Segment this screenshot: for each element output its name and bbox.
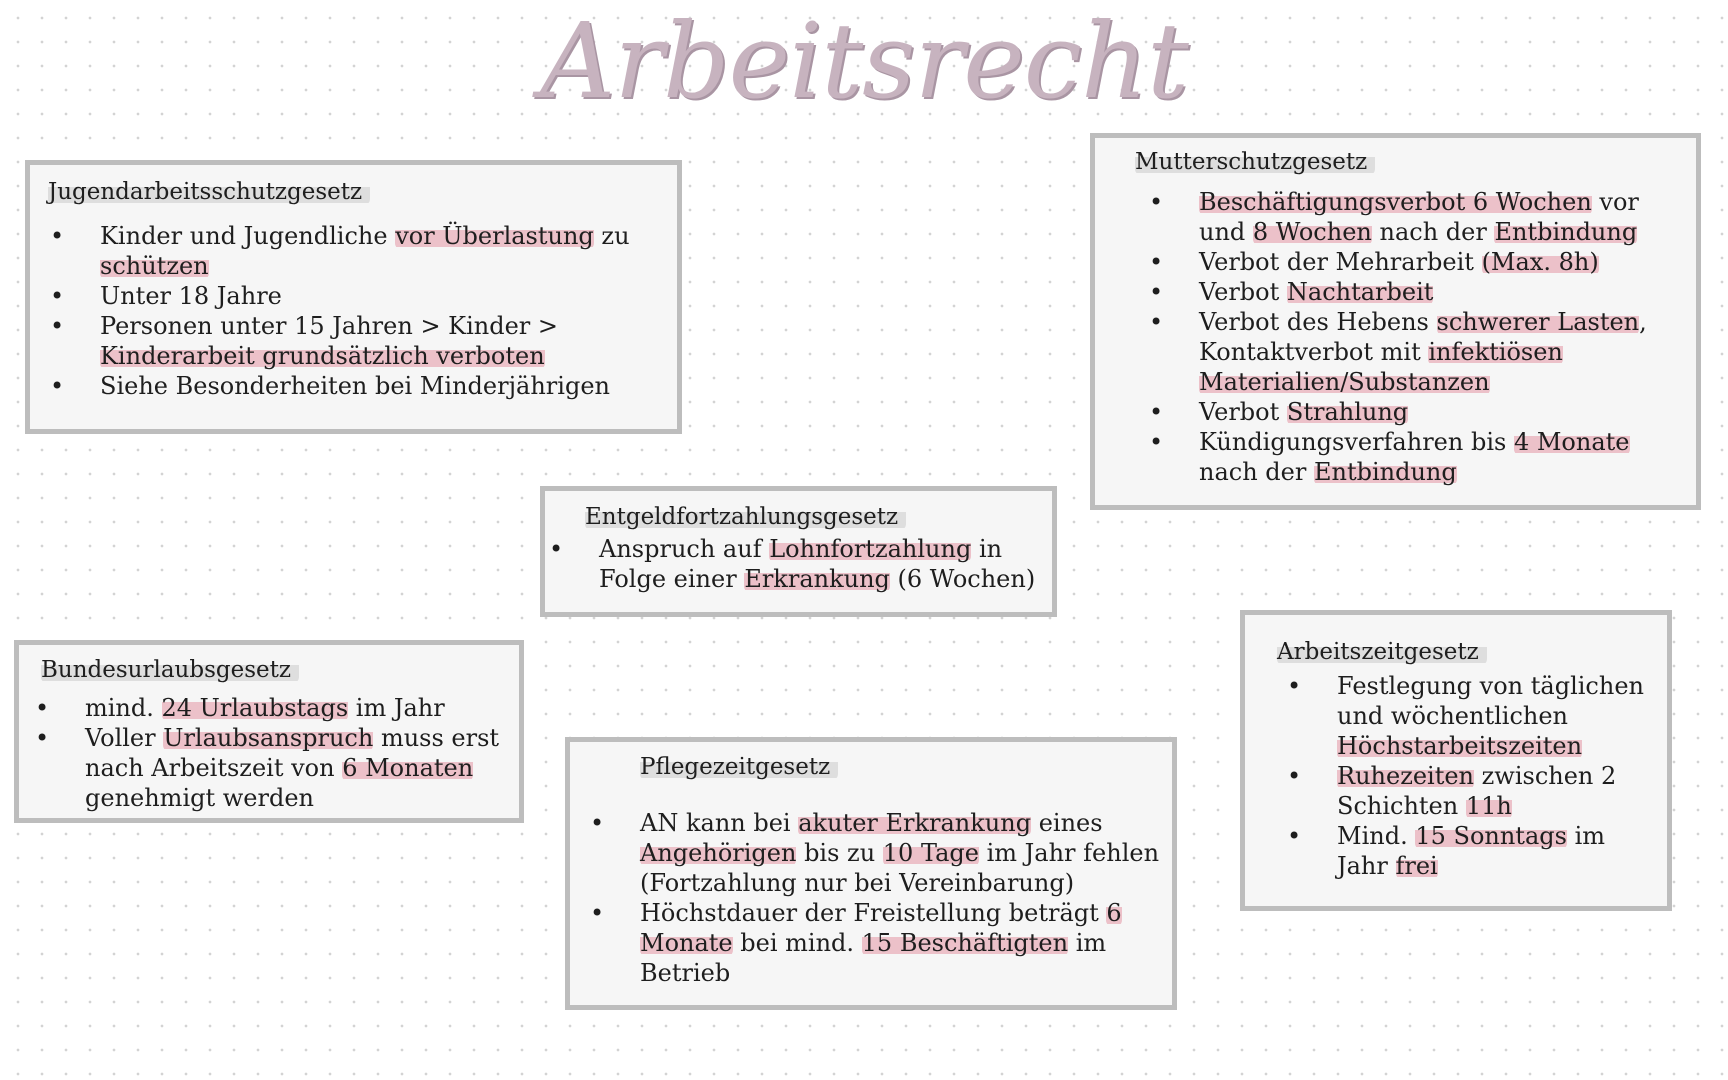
card-heading: Arbeitszeitgesetz xyxy=(1277,637,1657,667)
bullet-text: (6 Wochen) xyxy=(889,565,1036,593)
highlighted-text: Höchstarbeitszeiten xyxy=(1337,732,1583,760)
bullet-item xyxy=(85,723,511,813)
bullet-text: Verbot des Hebens xyxy=(1199,308,1437,336)
bullet-text: Höchstdauer der Freistellung beträgt xyxy=(640,899,1107,927)
bullet-item xyxy=(1199,187,1678,247)
bullet-text: zu xyxy=(593,222,630,250)
highlighted-text: Entbindung xyxy=(1494,218,1638,246)
bullet-text: AN kann bei xyxy=(640,809,799,837)
bullet-item xyxy=(1199,427,1678,487)
bullet-text: muss erst nach Arbeitszeit von xyxy=(85,724,500,782)
bullet-list xyxy=(640,808,1166,988)
highlighted-text: (Max. 8h) xyxy=(1481,248,1599,276)
highlighted-text: 15 Beschäftigten xyxy=(861,929,1069,957)
highlighted-text: 6 Monate xyxy=(640,899,1122,957)
bullet-item xyxy=(1337,821,1657,881)
card-heading: Bundesurlaubsgesetz xyxy=(41,655,511,685)
highlighted-text: schützen xyxy=(100,252,209,280)
bullet-text: Siehe Besonderheiten bei Minderjährigen xyxy=(100,372,610,400)
bullet-item xyxy=(1199,247,1678,277)
card-jugendarbeitsschutzgesetz xyxy=(25,160,682,434)
highlighted-text: Erkrankung xyxy=(744,565,890,593)
bullet-text: nach der xyxy=(1199,458,1314,486)
card-heading: Mutterschutzgesetz xyxy=(1135,147,1678,177)
highlighted-text: Kinderarbeit grundsätzlich verboten xyxy=(100,342,545,370)
bullet-text: Anspruch auf xyxy=(599,535,770,563)
card-mutterschutzgesetz xyxy=(1090,133,1701,510)
bullet-text: im Jahr xyxy=(1337,822,1605,880)
highlighted-text: 24 Urlaubstags xyxy=(161,694,349,722)
bullet-item xyxy=(1199,277,1678,307)
card-heading: Entgeldfortzahlungsgesetz xyxy=(585,502,1044,532)
bullet-text: bei mind. xyxy=(732,929,862,957)
bullet-item xyxy=(640,808,1166,898)
highlighted-text: akuter Erkrankung xyxy=(798,809,1032,837)
card-heading: Jugendarbeitsschutzgesetz xyxy=(48,177,651,207)
page-title: Arbeitsrecht xyxy=(540,0,1188,122)
bullet-item xyxy=(1337,671,1657,761)
highlighted-text: Lohnfortzahlung xyxy=(769,535,972,563)
bullet-text: Personen unter 15 Jahren > Kinder > xyxy=(100,312,559,340)
highlighted-text: Beschäftigungsverbot 6 Wochen xyxy=(1199,188,1592,216)
bullet-text: in Folge einer xyxy=(599,535,1003,593)
bullet-item xyxy=(85,693,511,723)
bullet-text: im Jahr fehlen (Fortzahlung nur bei Vereinbarung) xyxy=(640,839,1160,897)
bullet-text: Mind. xyxy=(1337,822,1416,850)
highlighted-text: 6 Monaten xyxy=(342,754,474,782)
bullet-text: bis zu xyxy=(796,839,883,867)
bullet-list xyxy=(48,221,651,401)
highlighted-text: 11h xyxy=(1465,792,1512,820)
highlighted-text: Nachtarbeit xyxy=(1286,278,1434,306)
bullet-text: nach der xyxy=(1371,218,1495,246)
bullet-item xyxy=(640,898,1166,988)
bullet-list xyxy=(41,693,511,813)
bullet-list xyxy=(1135,187,1678,487)
highlighted-text: 15 Sonntags xyxy=(1415,822,1567,850)
bullet-item xyxy=(100,371,651,401)
bullet-text: Kinder und Jugendliche xyxy=(100,222,396,250)
card-pflegezeitgesetz xyxy=(565,737,1177,1010)
highlighted-text: vor Überlastung xyxy=(395,222,594,250)
highlighted-text: Urlaubsanspruch xyxy=(163,724,374,752)
card-bundesurlaubsgesetz xyxy=(14,640,524,823)
bullet-item xyxy=(100,311,651,371)
bullet-text: Verbot xyxy=(1199,278,1287,306)
card-entgeldfortzahlungsgesetz xyxy=(540,486,1057,617)
bullet-text: , Kontaktverbot mit xyxy=(1199,308,1647,366)
bullet-text: genehmigt werden xyxy=(85,784,314,812)
bullet-item xyxy=(100,221,651,281)
bullet-text: Verbot der Mehrarbeit xyxy=(1199,248,1482,276)
bullet-item xyxy=(1199,397,1678,427)
bullet-text: mind. xyxy=(85,694,162,722)
bullet-text: vor und xyxy=(1199,188,1639,246)
bullet-text: Unter 18 Jahre xyxy=(100,282,282,310)
bullet-list xyxy=(585,534,1044,594)
bullet-text: Voller xyxy=(85,724,164,752)
highlighted-text: infektiösen Materialien/Substanzen xyxy=(1199,338,1563,396)
bullet-item xyxy=(100,281,651,311)
card-arbeitszeitgesetz xyxy=(1240,610,1672,911)
bullet-text: im Betrieb xyxy=(640,929,1107,987)
bullet-text: Festlegung von täglichen und wöchentlichen xyxy=(1337,672,1644,730)
highlighted-text: 10 Tage xyxy=(882,839,979,867)
highlighted-text: Angehörigen xyxy=(640,839,797,867)
bullet-text: zwischen 2 Schichten xyxy=(1337,762,1617,820)
bullet-text: eines xyxy=(1031,809,1103,837)
bullet-text: im Jahr xyxy=(348,694,445,722)
bullet-item xyxy=(1337,761,1657,821)
bullet-list xyxy=(1277,671,1657,881)
bullet-item xyxy=(1199,307,1678,397)
highlighted-text: frei xyxy=(1395,852,1438,880)
bullet-item xyxy=(599,534,1044,594)
card-heading: Pflegezeitgesetz xyxy=(640,752,1166,782)
highlighted-text: 8 Wochen xyxy=(1252,218,1372,246)
bullet-text: Verbot xyxy=(1199,398,1287,426)
highlighted-text: 4 Monate xyxy=(1513,428,1630,456)
highlighted-text: schwerer Lasten xyxy=(1436,308,1640,336)
highlighted-text: Entbindung xyxy=(1313,458,1457,486)
highlighted-text: Ruhezeiten xyxy=(1337,762,1475,790)
highlighted-text: Strahlung xyxy=(1286,398,1409,426)
bullet-text: Kündigungsverfahren bis xyxy=(1199,428,1514,456)
